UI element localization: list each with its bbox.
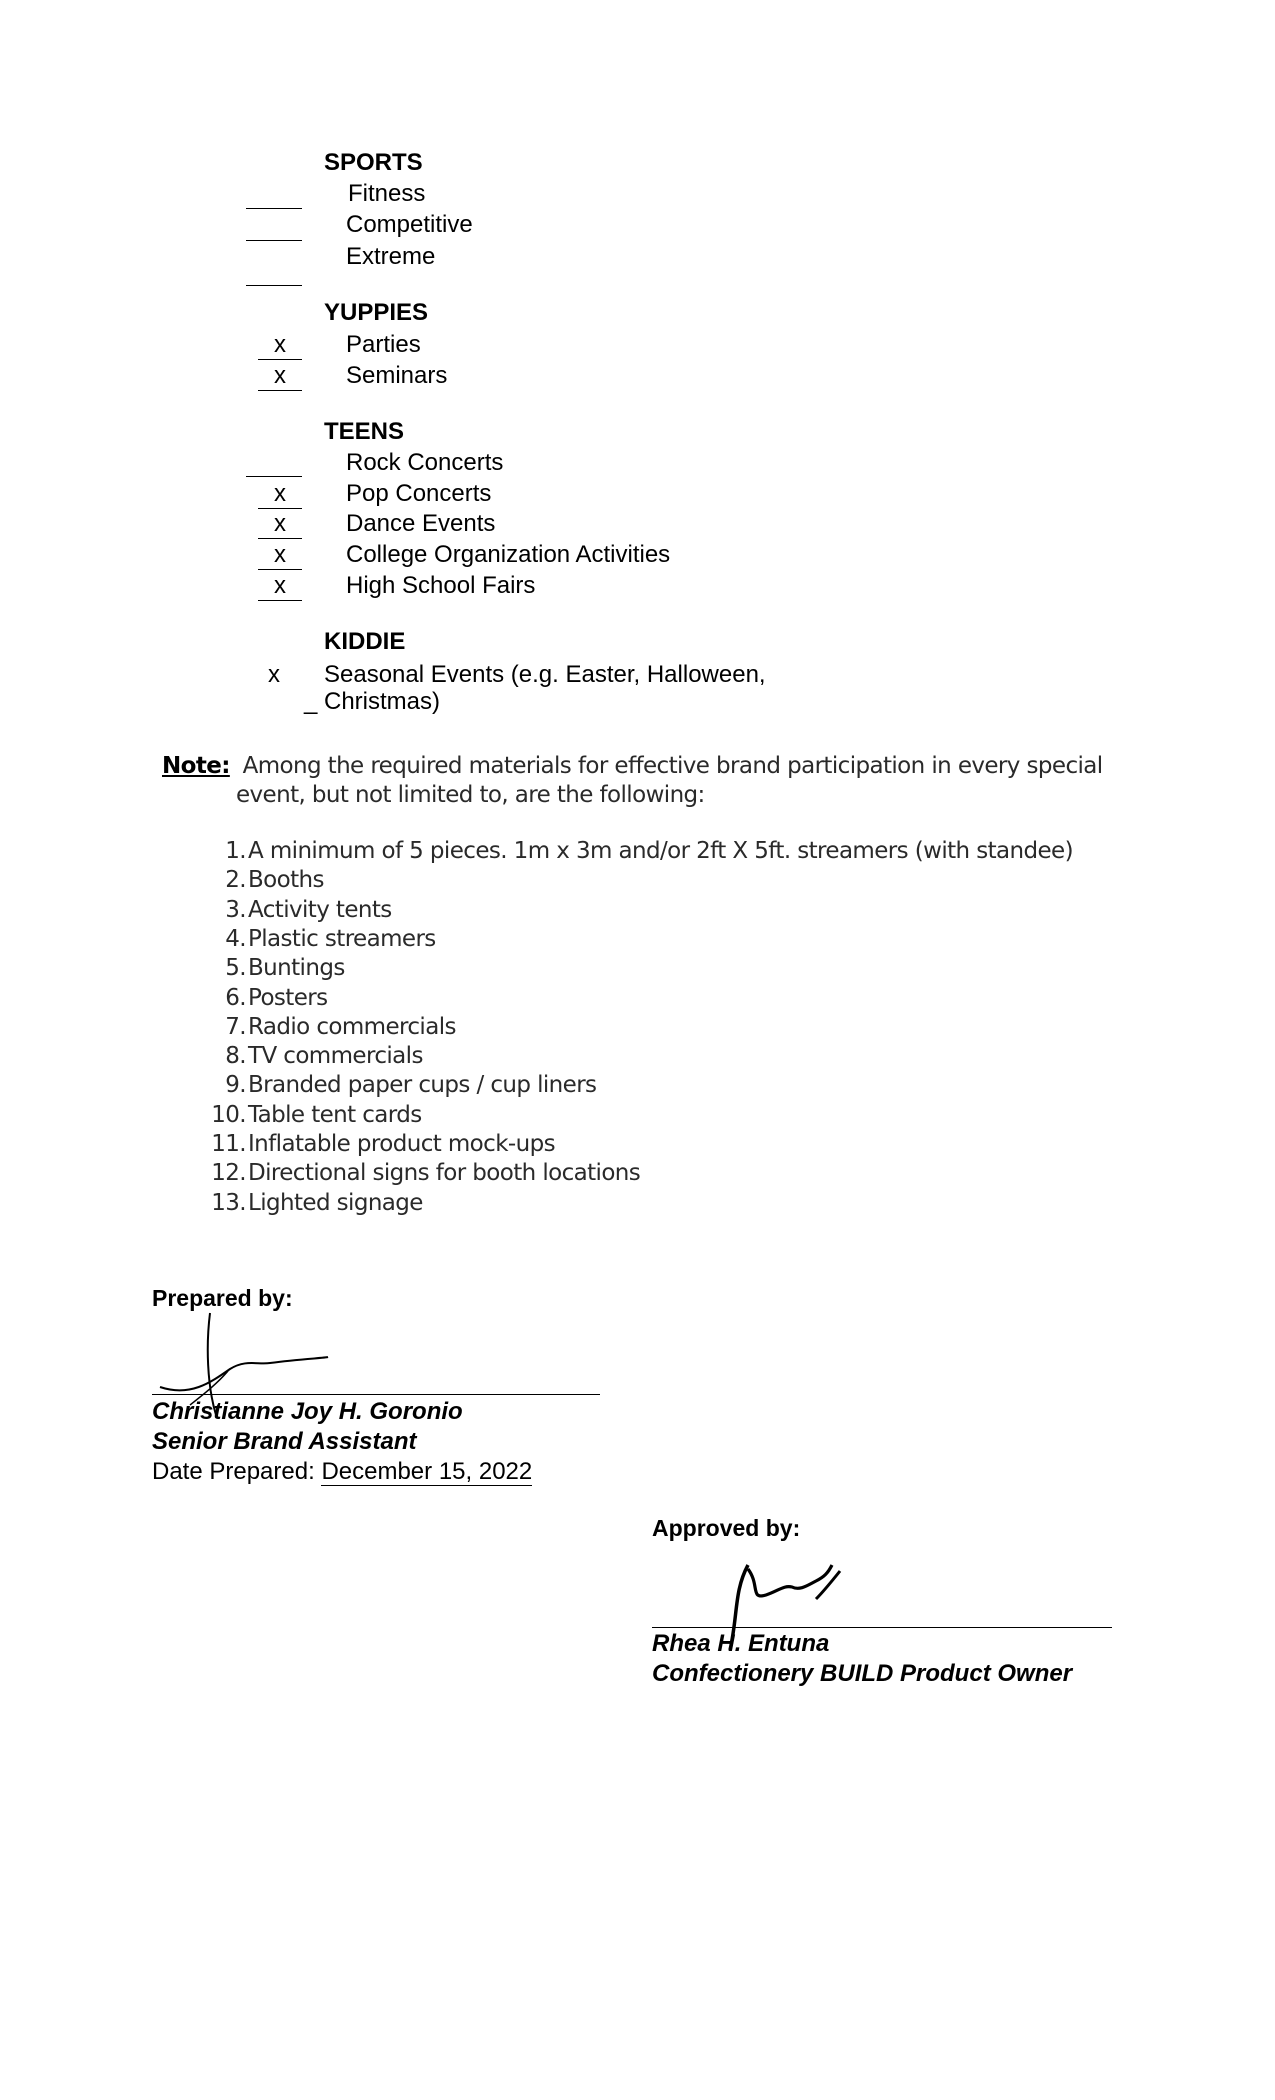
material-number: 4. [225,926,246,952]
material-item [208,1014,456,1040]
note-paragraph-line1 [162,753,1103,779]
note-text-line2: event, but not limited to, are the following: [236,782,705,808]
material-text: Radio commercials [248,1014,456,1040]
material-item [208,1072,596,1098]
material-item [208,838,1073,864]
material-number: 5. [225,955,246,981]
teens-college-mark: x [258,541,302,570]
material-item [208,1190,423,1216]
material-text: A minimum of 5 pieces. 1m x 3m and/or 2ft X 5ft. streamers (with standee) [248,838,1073,864]
yuppies-parties-mark: x [258,331,302,360]
teens-item-college-organization: College Organization Activities [346,541,671,568]
material-number: 12. [211,1160,246,1186]
material-item [208,1160,640,1186]
teens-item-pop-concerts: Pop Concerts [346,480,492,507]
teens-pop-mark: x [258,480,302,509]
sports-item-fitness: Fitness [348,180,426,207]
teens-dance-mark: x [258,510,302,539]
material-number: 11. [211,1131,246,1157]
kiddie-item-seasonal-line1: Seasonal Events (e.g. Easter, Halloween, [324,661,766,688]
material-item [208,1131,555,1157]
category-yuppies-title: YUPPIES [324,299,429,326]
material-number: 6. [225,985,246,1011]
yuppies-seminars-mark: x [258,362,302,391]
sports-item-competitive: Competitive [346,211,473,238]
yuppies-item-seminars: Seminars [346,362,448,389]
material-item [208,1102,422,1128]
material-number: 9. [225,1072,246,1098]
material-text: Inflatable product mock-ups [248,1131,555,1157]
prepared-title: Senior Brand Assistant [152,1428,417,1455]
prepared-signature-line [152,1394,600,1395]
material-text: Lighted signage [248,1190,423,1216]
teens-item-high-school-fairs: High School Fairs [346,572,536,599]
category-kiddie-title: KIDDIE [324,628,406,655]
kiddie-item-seasonal-line2: Christmas) [324,688,441,715]
material-number: 7. [225,1014,246,1040]
yuppies-item-parties: Parties [346,331,421,358]
note-text-line1: Among the required materials for effective brand participation in every special [242,753,1103,779]
kiddie-seasonal-mark: x [268,661,280,688]
material-number: 10. [211,1102,246,1128]
material-item [208,897,392,923]
date-prepared-label: Date Prepared: [152,1458,322,1485]
kiddie-seasonal-mark-underscore: _ [304,688,318,715]
teens-item-dance-events: Dance Events [346,510,496,537]
material-text: Table tent cards [248,1102,422,1128]
category-teens-title: TEENS [324,418,405,445]
approved-title: Confectionery BUILD Product Owner [652,1660,1073,1687]
teens-rock-checkbox-blank [246,476,302,477]
approved-by-label: Approved by: [652,1515,801,1541]
material-item [208,955,345,981]
material-text: TV commercials [248,1043,423,1069]
material-item [208,926,436,952]
material-number: 13. [211,1190,246,1216]
material-number: 8. [225,1043,246,1069]
material-item [208,867,324,893]
material-text: Branded paper cups / cup liners [248,1072,597,1098]
material-number: 3. [225,897,246,923]
date-prepared-row [152,1458,532,1486]
sports-fitness-checkbox-blank [246,208,302,209]
material-number: 2. [225,867,246,893]
sports-item-extreme: Extreme [346,243,436,270]
category-sports-title: SPORTS [324,149,423,176]
material-text: Booths [248,867,324,893]
teens-highschool-mark: x [258,572,302,601]
material-text: Posters [248,985,328,1011]
material-text: Activity tents [248,897,392,923]
note-label: Note: [162,753,230,779]
material-text: Buntings [248,955,345,981]
material-number: 1. [225,838,246,864]
material-text: Directional signs for booth locations [248,1160,641,1186]
approved-name: Rhea H. Entuna [652,1630,830,1657]
teens-item-rock-concerts: Rock Concerts [346,449,504,476]
date-prepared-value: December 15, 2022 [321,1458,533,1485]
approved-signature-line [652,1627,1112,1628]
material-item [208,1043,423,1069]
prepared-name: Christianne Joy H. Goronio [152,1398,463,1425]
material-text: Plastic streamers [248,926,436,952]
sports-competitive-checkbox-blank [246,240,302,241]
material-item [208,985,328,1011]
sports-extreme-checkbox-blank [246,285,302,286]
prepared-by-label: Prepared by: [152,1285,293,1311]
